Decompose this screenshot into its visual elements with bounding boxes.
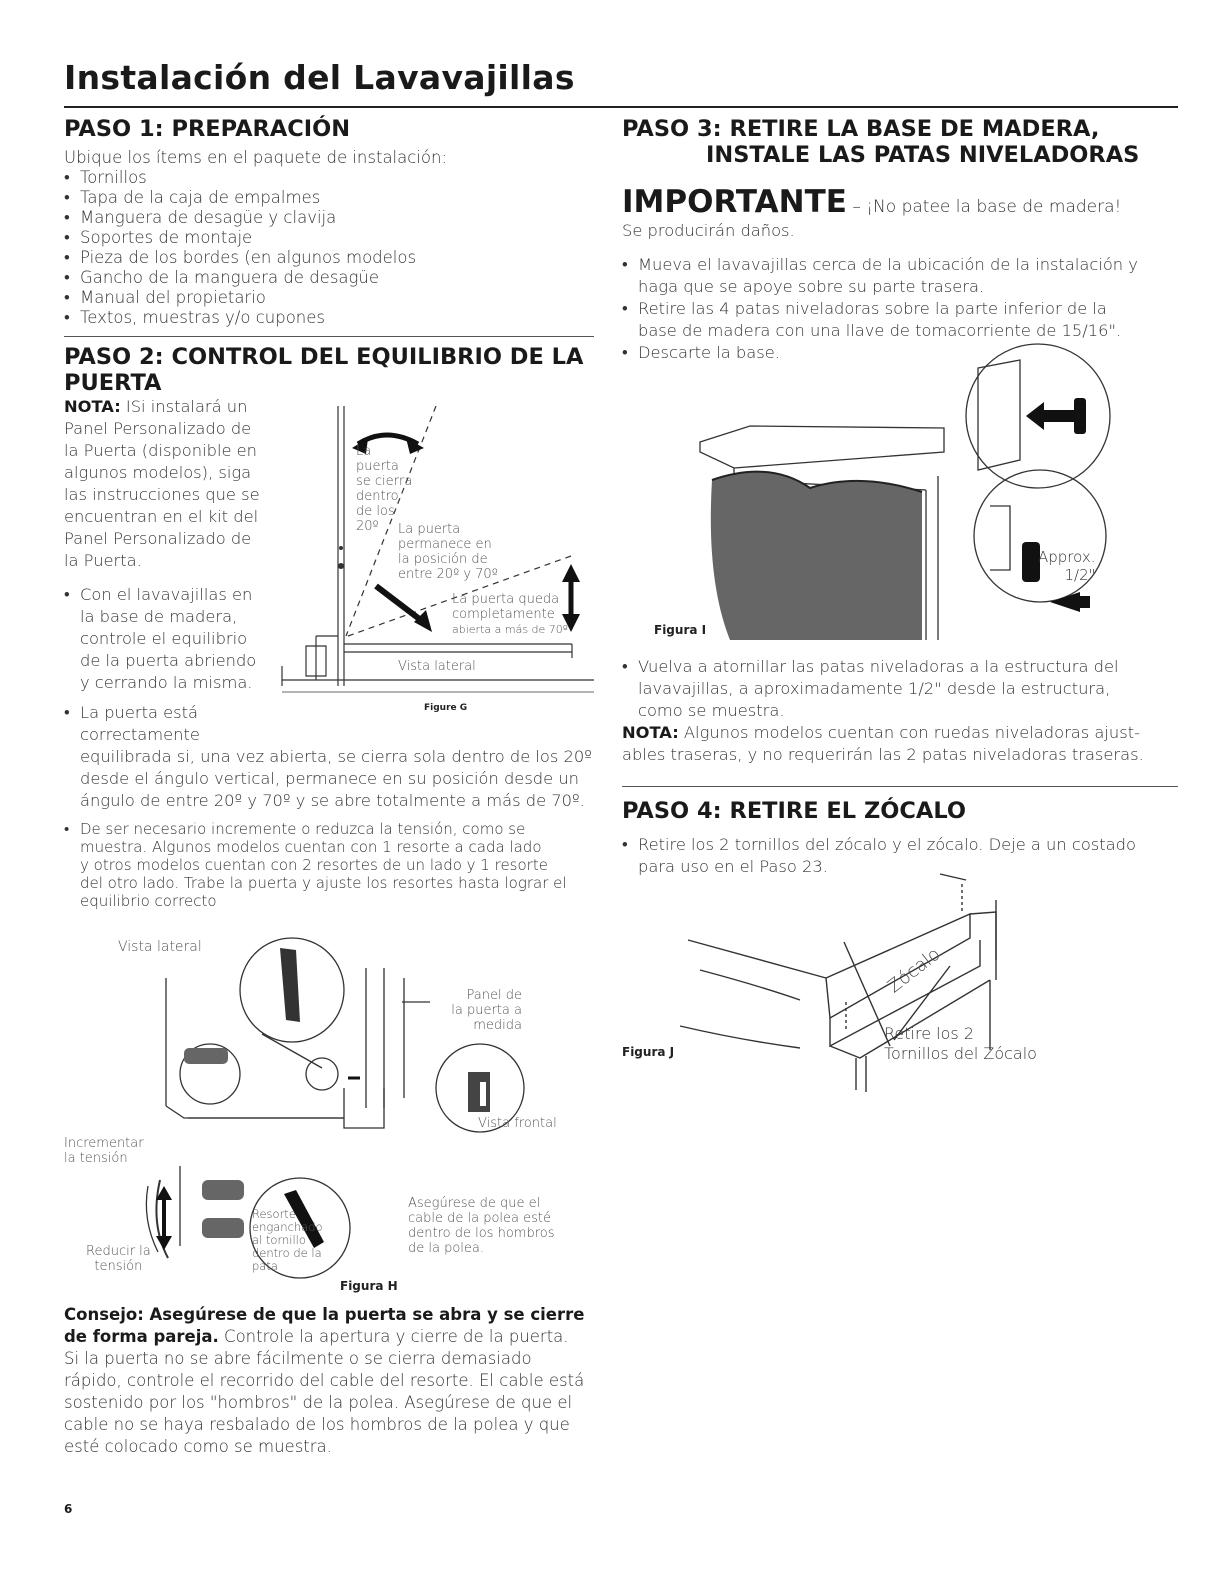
list-item: • Pieza de los bordes (en algunos modelos xyxy=(64,248,594,268)
fig-label-line: la tensión xyxy=(64,1151,128,1166)
nota-text: algunos modelos), siga xyxy=(64,463,252,482)
fig-label-line: Panel de xyxy=(466,988,522,1003)
fig-h-side-view: Vista lateral xyxy=(118,939,202,955)
fig-label-line: Tornillos del Zócalo xyxy=(884,1044,1037,1063)
figure-i-caption: Figura I xyxy=(654,623,707,637)
list-item: • Tapa de la caja de empalmes xyxy=(64,188,594,208)
list-item: • Gancho de la manguera de desagüe xyxy=(64,268,594,288)
list-item: • Textos, muestras y/o cupones xyxy=(64,308,594,328)
paso2-tip xyxy=(64,1304,604,1458)
fig-label-line: cable de la polea esté xyxy=(408,1211,551,1226)
list-item xyxy=(622,254,1178,298)
paso1-list xyxy=(64,168,594,328)
fig-h-decrease xyxy=(86,1244,151,1274)
fig-label-line: 20º xyxy=(356,519,379,534)
bullet-text: de la puerta abriendo xyxy=(80,651,257,670)
fig-label-line: la posición de xyxy=(398,552,488,567)
list-item xyxy=(64,584,304,694)
fig-label-line: medida xyxy=(473,1018,522,1033)
tip-text: Si la puerta no se abre fácilmente o se cierra demasiado xyxy=(64,1349,532,1368)
tip-text: rápido, controle el recorrido del cable del resorte. El cable está xyxy=(64,1371,585,1390)
figure-h-caption: Figura H xyxy=(340,1279,398,1293)
fig-label-line: la puerta a xyxy=(451,1003,522,1018)
fig-label-line: La puerta xyxy=(398,522,461,537)
paso2-bullet2 xyxy=(64,702,604,812)
fig-label-line: de los xyxy=(356,504,395,519)
bullet-text: • De ser necesario incremente o reduzca la tensión, como se xyxy=(80,820,526,838)
paso3-heading-line: INSTALE LAS PATAS NIVELADORAS xyxy=(706,142,1140,168)
fig-label-line: completamente xyxy=(452,607,555,622)
bullet-text: haga que se apoye sobre su parte trasera. xyxy=(638,277,985,296)
fig-label-line: pata xyxy=(252,1259,278,1273)
fig-label-line: al tornillo xyxy=(252,1233,306,1247)
important-text: Se producirán daños. xyxy=(622,221,795,240)
fig-g-label-close xyxy=(356,444,412,534)
fig-h-panel-label xyxy=(448,988,522,1033)
fig-label-line: Approx. xyxy=(1038,548,1096,566)
fig-h-front-view: Vista frontal xyxy=(478,1116,557,1131)
important-label: IMPORTANTE xyxy=(622,184,847,220)
bullet-text: • Retire los 2 tornillos del zócalo y el zócalo. Deje a un costado xyxy=(638,835,1136,854)
title-rule xyxy=(64,106,1178,108)
section-divider xyxy=(64,336,594,337)
nota-text: encuentran en el kit del xyxy=(64,507,259,526)
fig-label-line: de la polea. xyxy=(408,1241,485,1256)
bullet-text: ángulo de entre 20º y 70º y se abre totalmente a más de 70º. xyxy=(80,791,585,810)
fig-label-line: Asegúrese de que el xyxy=(408,1196,541,1211)
fig-label-line: Incrementar xyxy=(64,1136,144,1151)
important-text: – ¡No patee la base de madera! xyxy=(846,197,1122,217)
fig-i-approx xyxy=(1038,548,1096,584)
bullet-text: para uso en el Paso 23. xyxy=(638,857,828,876)
list-item: • Tornillos xyxy=(64,168,594,188)
figure-i-illustration xyxy=(690,340,1170,652)
list-item: • Manual del propietario xyxy=(64,288,594,308)
paso2-bullet3 xyxy=(64,820,604,910)
list-item: • Soportes de montaje xyxy=(64,228,594,248)
paso3-after xyxy=(622,656,1178,766)
list-item xyxy=(64,702,604,812)
fig-label-line: abierta a más de 70º xyxy=(452,623,568,636)
list-item xyxy=(622,298,1178,342)
bullet-text: equilibrio correcto xyxy=(80,892,217,910)
fig-label-line: permanece en xyxy=(398,537,492,552)
bullet-text: como se muestra. xyxy=(638,701,785,720)
tip-text: Controle la apertura y cierre de la puerta. xyxy=(218,1327,569,1346)
bullet-text: • La puerta está xyxy=(80,703,198,722)
bullet-text: • Retire las 4 patas niveladoras sobre la parte inferior de la xyxy=(638,299,1107,318)
tip-bold: de forma pareja. xyxy=(64,1327,219,1346)
bullet-text: la base de madera, xyxy=(80,607,238,626)
bullet-text: lavavajillas, a aproximadamente 1/2" desde la estructura, xyxy=(638,679,1111,698)
page-title: Instalación del Lavavajillas xyxy=(64,58,575,97)
paso1-heading: PASO 1: PREPARACIÓN xyxy=(64,116,351,142)
fig-label-line: Reducir la xyxy=(86,1244,151,1259)
list-item xyxy=(622,656,1178,722)
figure-g-caption: Figure G xyxy=(424,703,468,713)
paso1-section xyxy=(64,116,594,328)
tip-bold: Consejo: Asegúrese de que la puerta se abra y se cierre xyxy=(64,1305,585,1324)
bullet-text: y cerrando la misma. xyxy=(80,673,253,692)
nota-text: Panel Personalizado de xyxy=(64,529,252,548)
tip-text: esté colocado como se muestra. xyxy=(64,1437,332,1456)
nota-text: Panel Personalizado de xyxy=(64,419,252,438)
fig-label-line: puerta xyxy=(356,459,399,474)
paso2-heading-line: PASO 2: CONTROL DEL EQUILIBRIO DE LA xyxy=(64,344,584,370)
fig-label-line: Retire los 2 xyxy=(884,1024,974,1043)
fig-j-zocalo: Zócalo xyxy=(883,943,945,998)
bullet-text: • Descarte la base. xyxy=(638,343,780,362)
bullet-text: equilibrada si, una vez abierta, se cierra sola dentro de los 20º xyxy=(80,747,592,766)
bullet-text: y otros modelos cuentan con 2 resortes de un lado y 1 resorte xyxy=(80,856,548,874)
bullet-text: controle el equilibrio xyxy=(80,629,248,648)
nota-label: NOTA: xyxy=(64,397,121,416)
fig-h-cable xyxy=(408,1196,554,1256)
fig-g-label-remain xyxy=(398,522,498,582)
fig-h-increase xyxy=(64,1136,144,1166)
fig-g-label-open xyxy=(452,592,568,637)
fig-label-line: tensión xyxy=(94,1259,143,1274)
bullet-text: • Mueva el lavavajillas cerca de la ubicación de la instalación y xyxy=(638,255,1138,274)
nota-text: Algunos modelos cuentan con ruedas niveladoras ajust- xyxy=(678,723,1140,742)
section-divider xyxy=(622,786,1178,787)
paso2-bullet1 xyxy=(64,584,304,694)
paso2-heading-line: PUERTA xyxy=(64,370,162,396)
bullet-text: • Con el lavavajillas en xyxy=(80,585,253,604)
paso1-intro: Ubique los ítems en el paquete de instalación: xyxy=(64,148,448,167)
fig-label-line: La puerta queda xyxy=(452,592,560,607)
nota-text: las instrucciones que se xyxy=(64,485,260,504)
tip-text: cable no se haya resbalado de los hombros de la polea y que xyxy=(64,1415,570,1434)
fig-label-line: La xyxy=(356,444,372,459)
bullet-text: correctamente xyxy=(80,725,200,744)
fig-label-line: se cierra xyxy=(356,474,413,489)
list-item xyxy=(64,820,604,910)
list-item: • Manguera de desagüe y clavija xyxy=(64,208,594,228)
paso4-heading: PASO 4: RETIRE EL ZÓCALO xyxy=(622,798,967,824)
paso3-important xyxy=(622,184,1178,242)
fig-label-line: enganchado xyxy=(252,1220,323,1234)
nota-text: ables traseras, y no requerirán las 2 patas niveladoras traseras. xyxy=(622,745,1144,764)
fig-label-line: dentro de los hombros xyxy=(408,1226,555,1241)
bullet-text: • Vuelva a atornillar las patas niveladoras a la estructura del xyxy=(638,657,1119,676)
bullet-text: del otro lado. Trabe la puerta y ajuste los resortes hasta lograr el xyxy=(80,874,567,892)
fig-label-line: dentro de la xyxy=(252,1246,322,1260)
paso3-heading-line: PASO 3: RETIRE LA BASE DE MADERA, xyxy=(622,116,1100,142)
bullet-text: base de madera con una llave de tomacorriente de 15/16". xyxy=(638,321,1122,340)
paso3-heading xyxy=(622,116,1178,168)
nota-text: ISi instalará un xyxy=(120,397,248,416)
fig-label-line: entre 20º y 70º xyxy=(398,567,498,582)
nota-text: la Puerta. xyxy=(64,551,142,570)
paso4-section xyxy=(622,798,1178,824)
tip-text: sostenido por los "hombros" de la polea. Asegúrese de que el xyxy=(64,1393,573,1412)
fig-label-line: Resorte xyxy=(252,1207,296,1221)
fig-j-label xyxy=(884,1024,1037,1064)
nota-text: la Puerta (disponible en xyxy=(64,441,257,460)
figure-j-illustration xyxy=(680,870,1020,1100)
paso2-heading xyxy=(64,344,594,396)
page-number: 6 xyxy=(64,1502,73,1516)
fig-label-line: dentro xyxy=(356,489,399,504)
fig-g-view: Vista lateral xyxy=(398,659,476,674)
bullet-text: muestra. Algunos modelos cuentan con 1 resorte a cada lado xyxy=(80,838,542,856)
fig-label-line: 1/2" xyxy=(1064,566,1096,584)
fig-h-spring xyxy=(252,1208,323,1273)
nota-label: NOTA: xyxy=(622,723,679,742)
figure-j-caption: Figura J xyxy=(622,1045,675,1059)
bullet-text: desde el ángulo vertical, permanece en su posición desde un xyxy=(80,769,579,788)
